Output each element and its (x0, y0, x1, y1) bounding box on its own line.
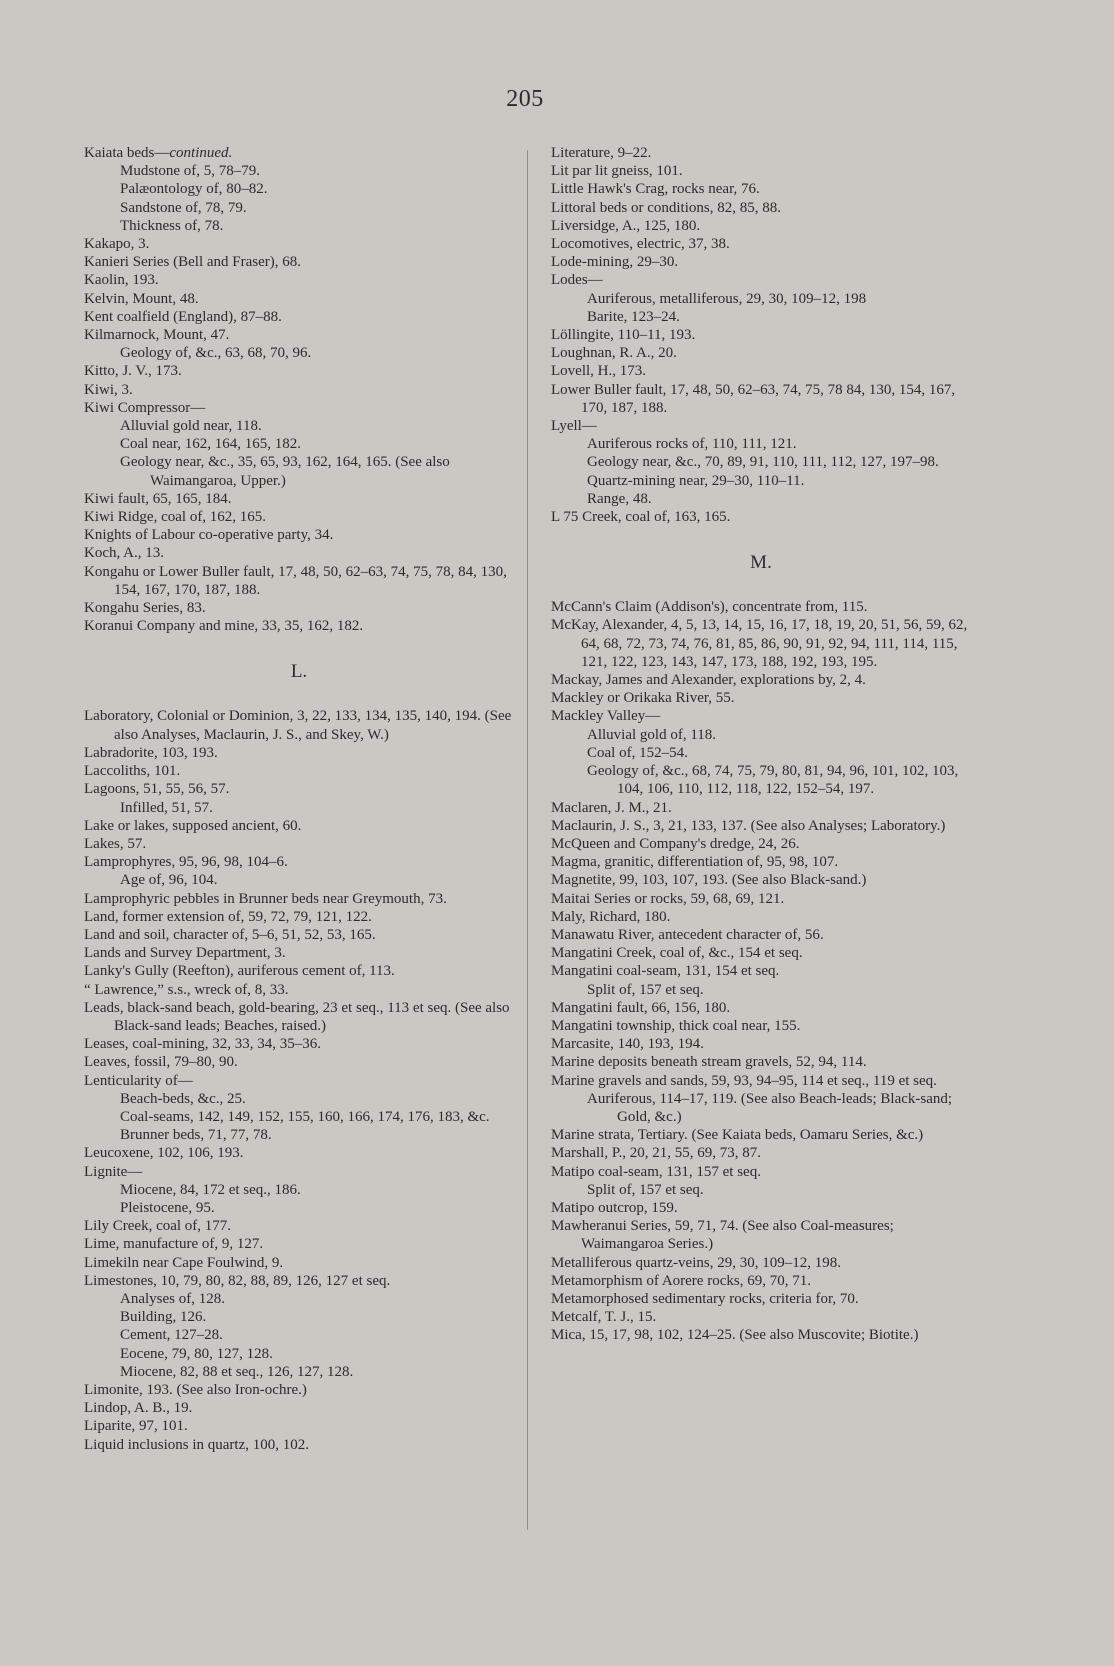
section-heading: L. (290, 661, 308, 683)
index-entry: Knights of Labour co-operative party, 34. (84, 527, 334, 544)
index-entry: Mackley or Orikaka River, 55. (551, 690, 735, 707)
index-subentry: Infilled, 51, 57. (120, 799, 213, 816)
index-entry: Land and soil, character of, 5–6, 51, 52, 53, 165. (84, 926, 376, 943)
index-subentry: Building, 126. (120, 1309, 207, 1326)
index-subentry: Sandstone of, 78, 79. (120, 199, 247, 216)
index-entry: Kakapo, 3. (84, 236, 150, 253)
index-entry: Mangatini coal-seam, 131, 154 et seq. (551, 963, 780, 980)
index-subentry: Alluvial gold near, 118. (120, 418, 262, 435)
index-subentry: Palæontology of, 80–82. (120, 181, 268, 198)
index-entry: Mangatini Creek, coal of, &c., 154 et seq. (551, 945, 803, 962)
entry-italic-suffix: continued. (169, 145, 233, 161)
index-entry: Leucoxene, 102, 106, 193. (84, 1145, 244, 1162)
index-subentry: Range, 48. (587, 490, 652, 507)
index-entry: McKay, Alexander, 4, 5, 13, 14, 15, 16, 17, 18, 19, 20, 51, 56, 59, 62, 64, 68, 72, 73, 74, 76, 81, 85, 86, 90, 91, 92, 94, 111, 114, 115, 121, 122, 123, 143, 147, 173, 188, 192, 193, 195. (551, 617, 968, 670)
index-entry: Mawheranui Series, 59, 71, 74. (See also Coal-measures; Waimangaroa Series.) (551, 1218, 894, 1253)
index-entry: Kiwi Compressor— (84, 399, 206, 416)
index-entry: Koranui Company and mine, 33, 35, 162, 182. (84, 618, 364, 635)
index-entry: Lindop, A. B., 19. (84, 1400, 193, 1417)
index-entry: Marcasite, 140, 193, 194. (551, 1036, 704, 1053)
index-entry: Marshall, P., 20, 21, 55, 69, 73, 87. (551, 1145, 761, 1162)
index-entry: Lamprophyres, 95, 96, 98, 104–6. (84, 854, 288, 871)
index-subentry: Coal-seams, 142, 149, 152, 155, 160, 166, 174, 176, 183, &c. (120, 1108, 490, 1125)
index-entry: Laboratory, Colonial or Dominion, 3, 22, 133, 134, 135, 140, 194. (See also Analyses, Maclaurin, J. S., and Skey, W.) (84, 708, 512, 743)
index-entry: Lands and Survey Department, 3. (84, 945, 286, 962)
index-entry: Lode-mining, 29–30. (551, 254, 679, 271)
index-entry: Little Hawk's Crag, rocks near, 76. (551, 181, 760, 198)
index-entry: Magma, granitic, differentiation of, 95, 98, 107. (551, 854, 839, 871)
index-entry: Matipo outcrop, 159. (551, 1199, 678, 1216)
index-entry: Marine gravels and sands, 59, 93, 94–95, 114 et seq., 119 et seq. (551, 1072, 937, 1089)
index-subentry: Mudstone of, 5, 78–79. (120, 163, 260, 180)
index-subentry: Auriferous, metalliferous, 29, 30, 109–12, 198 (587, 290, 867, 307)
index-subentry: Geology of, &c., 68, 74, 75, 79, 80, 81, 94, 96, 101, 102, 103, 104, 106, 110, 112, 118, 122, 152–54, 197. (587, 763, 959, 798)
index-entry: Metamorphosed sedimentary rocks, criteria for, 70. (551, 1290, 859, 1307)
index-entry: L 75 Creek, coal of, 163, 165. (551, 509, 731, 526)
index-subentry: Split of, 157 et seq. (587, 981, 704, 998)
index-entry: Mackay, James and Alexander, explorations by, 2, 4. (551, 672, 866, 689)
index-entry: Liquid inclusions in quartz, 100, 102. (84, 1436, 309, 1453)
index-entry: Kiwi Ridge, coal of, 162, 165. (84, 509, 267, 526)
index-entry: Loughnan, R. A., 20. (551, 345, 677, 362)
index-entry: Kilmarnock, Mount, 47. (84, 327, 230, 344)
index-entry: Labradorite, 103, 193. (84, 744, 218, 761)
index-entry: Maclaren, J. M., 21. (551, 799, 672, 816)
index-entry: Lakes, 57. (84, 835, 147, 852)
section-heading: M. (750, 552, 772, 574)
index-entry: Matipo coal-seam, 131, 157 et seq. (551, 1163, 761, 1180)
index-entry: Mangatini fault, 66, 156, 180. (551, 999, 731, 1016)
index-entry: Lower Buller fault, 17, 48, 50, 62–63, 74, 75, 78 84, 130, 154, 167, 170, 187, 188. (551, 381, 956, 416)
index-subentry: Geology near, &c., 70, 89, 91, 110, 111, 112, 127, 197–98. (587, 454, 939, 471)
index-entry: Maclaurin, J. S., 3, 21, 133, 137. (See also Analyses; Laboratory.) (551, 817, 946, 834)
index-subentry: Split of, 157 et seq. (587, 1181, 704, 1198)
index-subentry: Brunner beds, 71, 77, 78. (120, 1127, 272, 1144)
index-entry: Kanieri Series (Bell and Fraser), 68. (84, 254, 302, 271)
index-entry: Lamprophyric pebbles in Brunner beds near Greymouth, 73. (84, 890, 447, 907)
index-entry: Löllingite, 110–11, 193. (551, 327, 696, 344)
index-entry: Lily Creek, coal of, 177. (84, 1218, 232, 1235)
index-subentry: Coal near, 162, 164, 165, 182. (120, 436, 302, 453)
index-entry: Limonite, 193. (See also Iron-ochre.) (84, 1382, 307, 1398)
index-subentry: Geology near, &c., 35, 65, 93, 162, 164, 165. (See also Waimangaroa, Upper.) (120, 454, 450, 489)
index-entry: Leads, black-sand beach, gold-bearing, 23 et seq., 113 et seq. (See also Black-sand leads; Beaches, raised.) (84, 999, 510, 1034)
index-entry: Liversidge, A., 125, 180. (551, 217, 701, 234)
index-subentry: Pleistocene, 95. (120, 1199, 215, 1216)
index-subentry: Beach-beds, &c., 25. (120, 1090, 246, 1107)
index-entry: Mackley Valley— (551, 708, 661, 725)
index-entry: Kongahu Series, 83. (84, 600, 206, 617)
index-entry: Limestones, 10, 79, 80, 82, 88, 89, 126, 127 et seq. (84, 1272, 391, 1289)
index-subentry: Miocene, 82, 88 et seq., 126, 127, 128. (120, 1363, 354, 1380)
index-entry: Kaiata beds—continued. (84, 145, 233, 161)
index-subentry: Alluvial gold of, 118. (587, 726, 717, 743)
index-subentry: Thickness of, 78. (120, 217, 224, 234)
index-subentry: Barite, 123–24. (587, 308, 680, 325)
column-divider (527, 150, 528, 1530)
index-entry: Maitai Series or rocks, 59, 68, 69, 121. (551, 890, 785, 907)
index-subentry: Auriferous rocks of, 110, 111, 121. (587, 436, 797, 453)
index-entry: Literature, 9–22. (551, 145, 652, 161)
index-entry: Kelvin, Mount, 48. (84, 290, 199, 307)
index-entry: Land, former extension of, 59, 72, 79, 121, 122. (84, 908, 372, 925)
index-subentry: Coal of, 152–54. (587, 744, 688, 761)
index-entry: Lime, manufacture of, 9, 127. (84, 1236, 264, 1253)
index-subentry: Eocene, 79, 80, 127, 128. (120, 1345, 273, 1362)
index-entry: Kaolin, 193. (84, 272, 159, 289)
right-column (551, 144, 971, 1345)
index-entry: Lake or lakes, supposed ancient, 60. (84, 817, 302, 834)
index-entry: Laccoliths, 101. (84, 763, 181, 780)
index-entry: Mangatini township, thick coal near, 155. (551, 1017, 801, 1034)
index-entry: Leaves, fossil, 79–80, 90. (84, 1054, 238, 1071)
index-entry: Metalliferous quartz-veins, 29, 30, 109–12, 198. (551, 1254, 841, 1271)
left-column (84, 144, 514, 1454)
index-entry: McCann's Claim (Addison's), concentrate from, 115. (551, 599, 868, 616)
index-subentry: Geology of, &c., 63, 68, 70, 96. (120, 345, 312, 362)
index-entry: Limekiln near Cape Foulwind, 9. (84, 1254, 284, 1271)
index-entry: Maly, Richard, 180. (551, 908, 671, 925)
index-entry: Marine strata, Tertiary. (See Kaiata beds, Oamaru Series, &c.) (551, 1127, 924, 1144)
index-subentry: Age of, 96, 104. (120, 872, 218, 889)
index-entry: Kongahu or Lower Buller fault, 17, 48, 50, 62–63, 74, 75, 78, 84, 130, 154, 167, 170, 187, 188. (84, 563, 507, 598)
index-subentry: Auriferous, 114–17, 119. (See also Beach-leads; Black-sand; Gold, &c.) (587, 1090, 953, 1125)
index-entry: Kiwi fault, 65, 165, 184. (84, 490, 232, 507)
index-entry: Kiwi, 3. (84, 381, 133, 398)
index-entry: Koch, A., 13. (84, 545, 164, 562)
index-entry: Kent coalfield (England), 87–88. (84, 308, 282, 325)
index-subentry: Miocene, 84, 172 et seq., 186. (120, 1181, 301, 1198)
index-entry: Liparite, 97, 101. (84, 1418, 188, 1435)
index-entry: Lagoons, 51, 55, 56, 57. (84, 781, 230, 798)
index-entry: Magnetite, 99, 103, 107, 193. (See also Black-sand.) (551, 872, 867, 889)
index-entry: Leases, coal-mining, 32, 33, 34, 35–36. (84, 1036, 322, 1053)
index-entry: McQueen and Company's dredge, 24, 26. (551, 835, 800, 852)
index-entry: Locomotives, electric, 37, 38. (551, 236, 730, 253)
index-entry: Metcalf, T. J., 15. (551, 1309, 657, 1326)
index-entry: Lit par lit gneiss, 101. (551, 163, 683, 180)
index-entry: Lovell, H., 173. (551, 363, 646, 380)
index-entry: Metamorphism of Aorere rocks, 69, 70, 71. (551, 1272, 811, 1289)
index-entry: Lodes— (551, 272, 603, 289)
index-entry: Littoral beds or conditions, 82, 85, 88. (551, 199, 781, 216)
index-subentry: Analyses of, 128. (120, 1290, 225, 1307)
page-number: 205 (506, 86, 544, 112)
index-subentry: Quartz-mining near, 29–30, 110–11. (587, 472, 805, 489)
index-entry: Lignite— (84, 1163, 143, 1180)
index-entry: Manawatu River, antecedent character of, 56. (551, 926, 824, 943)
index-entry: Kitto, J. V., 173. (84, 363, 182, 380)
index-entry: Lenticularity of— (84, 1072, 193, 1089)
index-entry: Lyell— (551, 418, 597, 435)
index-entry: Marine deposits beneath stream gravels, 52, 94, 114. (551, 1054, 867, 1071)
index-entry: Lanky's Gully (Reefton), auriferous cement of, 113. (84, 963, 395, 980)
index-entry: “ Lawrence,” s.s., wreck of, 8, 33. (84, 981, 289, 998)
index-subentry: Cement, 127–28. (120, 1327, 223, 1344)
index-entry: Mica, 15, 17, 98, 102, 124–25. (See also Muscovite; Biotite.) (551, 1327, 919, 1344)
